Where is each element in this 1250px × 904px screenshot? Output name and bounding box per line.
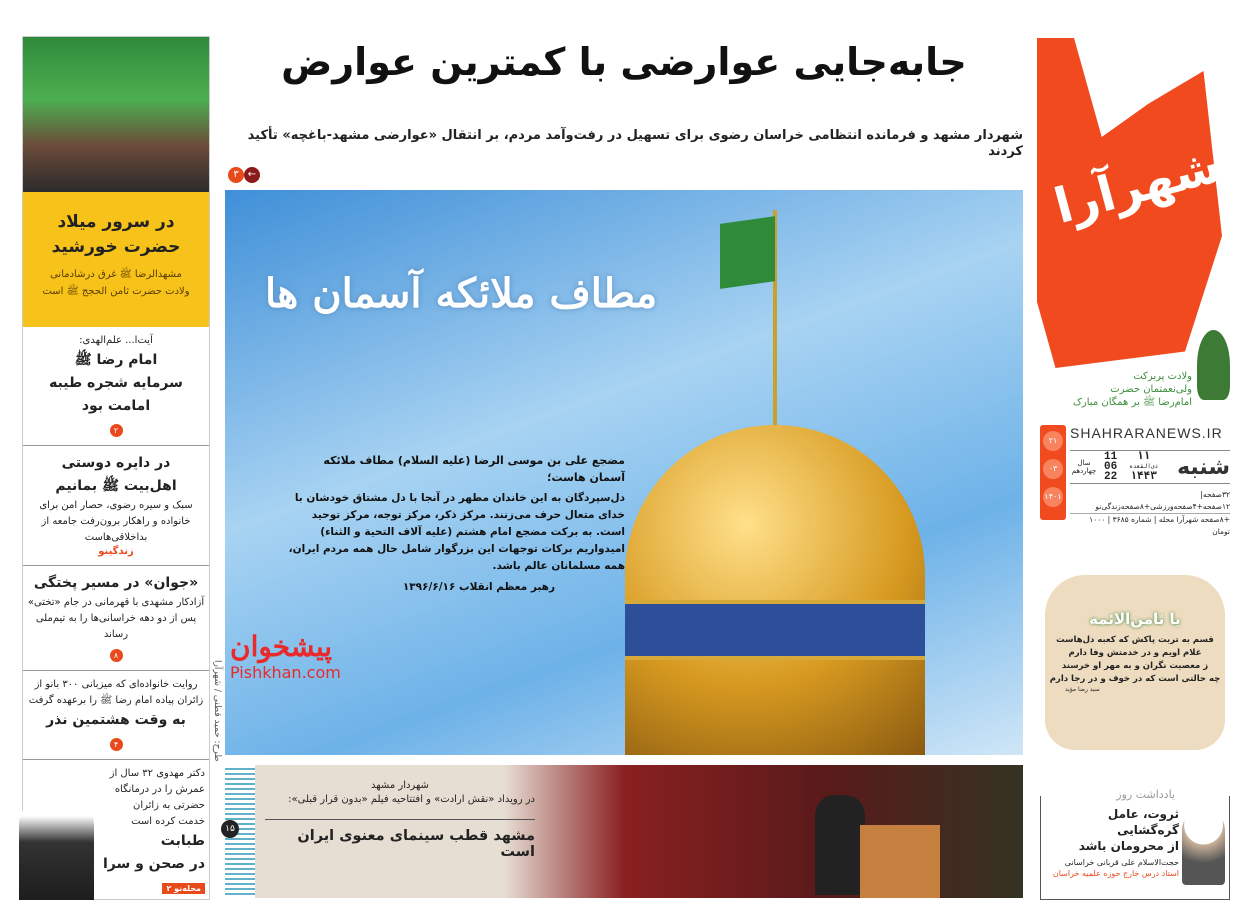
green-flag bbox=[720, 216, 775, 289]
doctor-photo bbox=[19, 795, 94, 900]
feature-box[interactable] bbox=[23, 37, 209, 327]
editorial-title: ثروت، عامل گره‌گشایی bbox=[1107, 807, 1179, 837]
podium bbox=[860, 825, 940, 898]
date-sidebar bbox=[1040, 425, 1066, 520]
kicker: شهردار مشهد bbox=[371, 780, 429, 791]
speaker-photo bbox=[815, 795, 865, 895]
celebration-photo bbox=[23, 37, 209, 192]
page-reference bbox=[228, 167, 260, 183]
website-link[interactable]: SHAHRARANEWS.IR bbox=[1070, 425, 1223, 441]
watermark bbox=[230, 630, 341, 682]
kicker: آیت‌ا... علم‌الهدی: bbox=[79, 335, 153, 346]
day-number: ۲۱ bbox=[1043, 431, 1063, 451]
bottom-story[interactable] bbox=[225, 765, 1023, 898]
section-logo: زندگینو bbox=[98, 546, 134, 557]
quote bbox=[285, 452, 625, 596]
main-image[interactable] bbox=[225, 190, 1023, 755]
page-number-badge: ۲ bbox=[110, 424, 123, 437]
poem-line: غلام اویم و در خدمتش وفا دارم bbox=[1068, 648, 1202, 658]
article-nazr[interactable] bbox=[23, 671, 209, 760]
kicker: روایت خانواده‌ای که میزبانی ۳۰۰ بانو از زائران پیاده امام رضا ﷺ را برعهده گرفت bbox=[28, 679, 204, 706]
page-number-badge: ۸ bbox=[110, 649, 123, 662]
volume-label: سال چهاردهم bbox=[1071, 459, 1097, 475]
feature-text-2: ولادت حضرت ثامن الحجج ﷺ است bbox=[42, 286, 190, 297]
article-title: به وقت هشتمین نذر bbox=[46, 712, 186, 728]
golden-dome bbox=[625, 425, 925, 755]
author-name: حجت‌الاسلام علی قربانی خراسانی bbox=[1064, 858, 1179, 867]
year-number: ۱۴۰۱ bbox=[1043, 487, 1063, 507]
hijri-date: ۱۱ ذی‌القعده ۱۴۴۳ bbox=[1129, 451, 1159, 483]
gregorian-date: 11 06 22 bbox=[1104, 451, 1118, 483]
tree-ornament bbox=[1197, 330, 1230, 400]
congrats-line: ولادت پربرکت bbox=[1133, 371, 1192, 382]
poem-line: چه حالتی است که در خوف و در رجا دارم bbox=[1049, 674, 1221, 684]
subheadline: شهردار مشهد و فرمانده انتظامی خراسان رضوی برای تسهیل در رفت‌وآمد مردم، بر انتقال «عوارضی مشهد-باغچه» تأکید کردند bbox=[247, 128, 1023, 159]
congrats-line: امام‌رضا ﷺ بر همگان مبارک bbox=[1072, 397, 1192, 408]
article-ahlebeyt[interactable] bbox=[23, 446, 209, 566]
page-number-badge: ۳ bbox=[228, 167, 244, 183]
watermark-en: Pishkhan.com bbox=[230, 663, 341, 682]
section-logo: محله‌نو ۲ bbox=[162, 883, 205, 894]
editorial-label: یادداشت روز bbox=[1112, 788, 1179, 801]
author-role: استاد درس خارج حوزه علمیه خراسان bbox=[1052, 869, 1179, 878]
congrats-line: ولی‌نعمتمان حضرت bbox=[1110, 384, 1192, 395]
article-title-2: سرمایه شجره طیبه امامت بود bbox=[49, 375, 183, 414]
article-text: سبک و سیره رضوی، حصار امن برای خانواده و راهکار برون‌رفت جامعه از بداخلاقی‌هاست bbox=[39, 500, 193, 543]
congratulation-text bbox=[1040, 370, 1192, 409]
author-photo bbox=[1182, 810, 1225, 885]
article-title: «جوان» در مسیر پختگی bbox=[33, 575, 199, 591]
page-number-badge: ۱۵ bbox=[221, 820, 239, 838]
masthead-info bbox=[1040, 425, 1230, 536]
left-column bbox=[22, 36, 210, 900]
newspaper-logo[interactable] bbox=[1037, 38, 1232, 368]
article-title-2: اهل‌بیت ﷺ بمانیم bbox=[55, 478, 177, 494]
editorial[interactable] bbox=[1040, 788, 1230, 900]
kicker-2: در رویداد «نقش ارادت» و افتتاحیه فیلم «بدون قرار قبلی»: bbox=[288, 794, 535, 805]
image-credit: طرح: حمید قطنی / شهرآرا bbox=[212, 660, 222, 762]
poem-line: قسم به تربت پاکش که کعبه دل‌هاست bbox=[1056, 635, 1214, 645]
story-title: مشهد قطب سینمای معنوی ایران است bbox=[265, 819, 535, 860]
logo-text: شهرآرا bbox=[1048, 137, 1227, 235]
article-title: در دایره دوستی bbox=[61, 455, 171, 471]
article-title: امام رضا ﷺ bbox=[74, 352, 158, 368]
page-count: ۳۲صفحه‌|۱۲صفحه‌+۴صفحه‌ورزشی‌+۸صفحه‌زندگی‌نو bbox=[1070, 489, 1230, 514]
article-wrestling[interactable] bbox=[23, 566, 209, 671]
editorial-title-2: از محرومان باشد bbox=[1078, 839, 1179, 853]
calligraphy-title: مطاف ملائکه آسمان ها bbox=[265, 270, 658, 317]
quote-source: رهبر معظم انقلاب ۱۳۹۶/۶/۱۶ bbox=[402, 581, 555, 593]
article-title: طبابت bbox=[160, 833, 205, 849]
watermark-fa: پیشخوان bbox=[230, 630, 333, 663]
month-number: ۰۳ bbox=[1043, 459, 1063, 479]
poster-title: یا ثامن‌الائمه bbox=[1089, 610, 1181, 628]
page-number-badge: ۴ bbox=[110, 738, 123, 751]
feature-title-2: حضرت خورشید bbox=[51, 237, 181, 257]
feature-title: در سرور میلاد bbox=[57, 212, 175, 232]
quote-body: دل‌سپردگان به این خاندان مطهر در آنجا با دل مشتاق خودشان با خدای متعال حرف می‌زنند. مرکز ذکر، مرکز توجه، مرکز توحید است. به برکت مضجع امام هشتم (علیه آلاف التحیة و الثناء) امیدواریم برکات توجهات این بزرگوار شامل حال همه مردم ایران، همه مسلمانان عالم باشد. bbox=[288, 492, 625, 572]
article-title-2: در صحن و سرا bbox=[102, 856, 205, 872]
article-imam-reza[interactable] bbox=[23, 327, 209, 446]
article-doctor[interactable] bbox=[23, 760, 209, 900]
poem-line: ز معصیت نگران و به مهر او خرسند bbox=[1061, 661, 1209, 671]
poet-name: سید رضا مؤید bbox=[1065, 686, 1100, 693]
issue-price: +۸صفحه شهرآرا محله | شماره ۳۶۸۵ | ۱۰۰۰ تومان bbox=[1089, 515, 1230, 536]
quote-title: مضجع علی بن موسی الرضا (علیه السلام) مطاف ملائکه آسمان هاست؛ bbox=[323, 454, 625, 484]
article-text: آزادکار مشهدی با قهرمانی در جام «تختی» پس از دو دهه خراسانی‌ها را به تیم‌ملی رساند bbox=[27, 597, 205, 640]
poster[interactable] bbox=[1040, 540, 1230, 780]
weekday: شنبه bbox=[1177, 454, 1230, 480]
arrow-left-icon: ← bbox=[244, 167, 260, 183]
feature-text: مشهدالرضا ﷺ غرق درشادمانی bbox=[50, 269, 182, 280]
kicker: دکتر مهدوی ۳۲ سال از عمرش را در درمانگاه حضرتی به زائران خدمت کرده است bbox=[109, 768, 205, 827]
main-headline[interactable]: جابه‌جایی عوارضی با کمترین عوارض bbox=[281, 40, 967, 84]
